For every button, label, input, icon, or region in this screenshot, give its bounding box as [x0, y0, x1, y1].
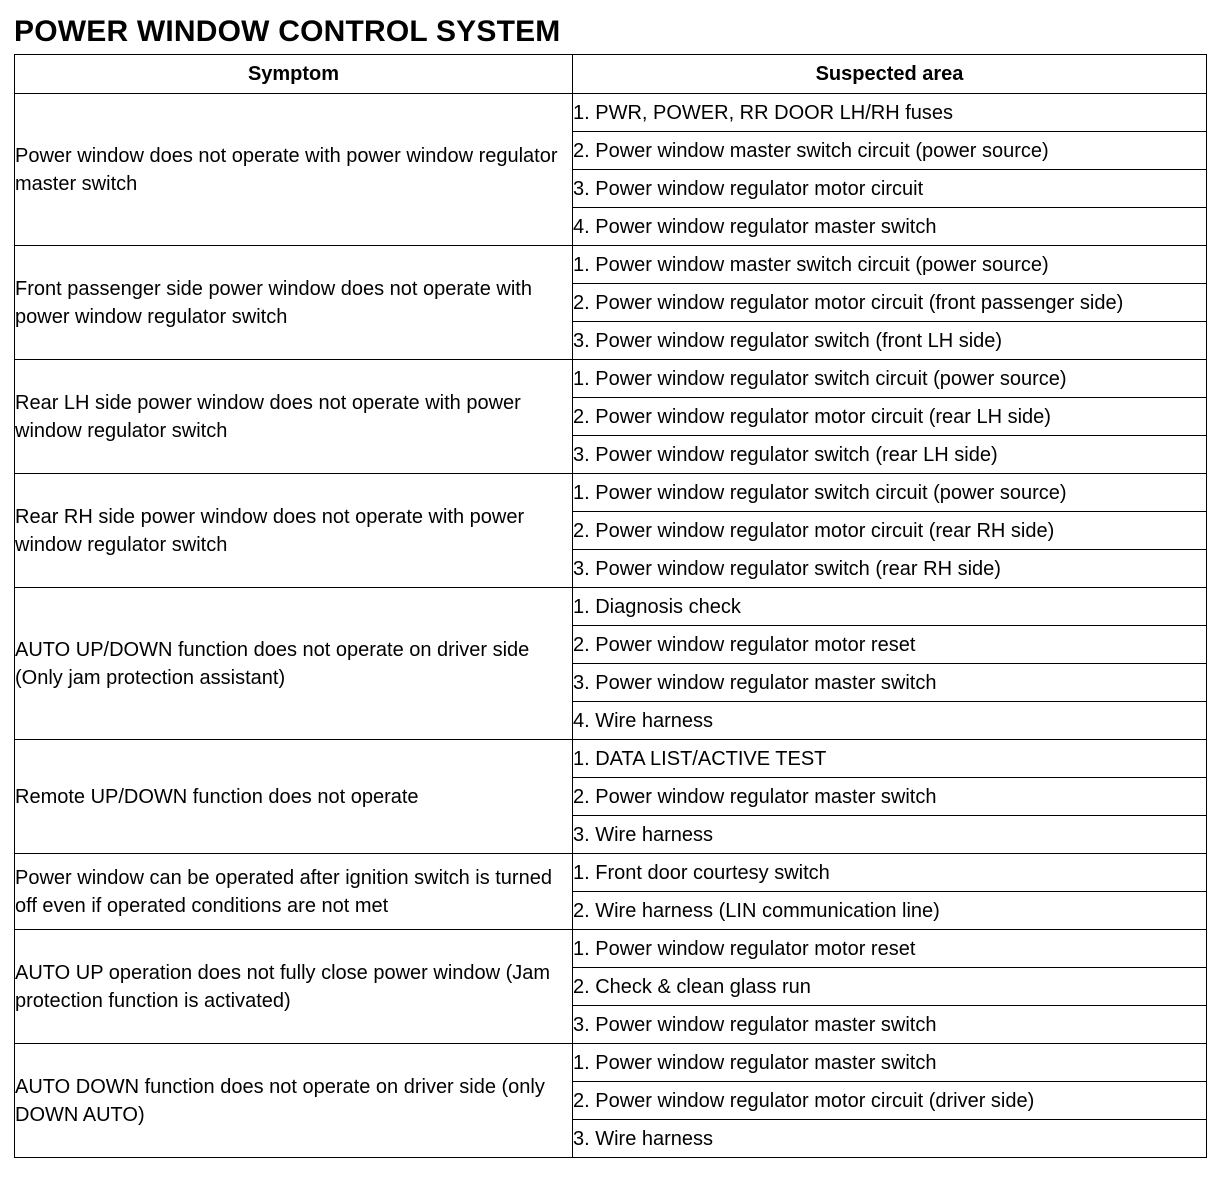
troubleshooting-table — [14, 54, 1207, 1158]
suspected-area-cell: 2. Power window master switch circuit (power source) — [573, 132, 1207, 170]
suspected-area-cell: 1. Power window regulator motor reset — [573, 930, 1207, 968]
suspected-area-column-header: Suspected area — [573, 55, 1207, 94]
suspected-area-cell: 2. Power window regulator motor circuit (front passenger side) — [573, 284, 1207, 322]
suspected-area-cell: 3. Wire harness — [573, 816, 1207, 854]
suspected-area-cell: 1. PWR, POWER, RR DOOR LH/RH fuses — [573, 94, 1207, 132]
suspected-area-cell: 2. Power window regulator master switch — [573, 778, 1207, 816]
page-title: POWER WINDOW CONTROL SYSTEM — [14, 15, 561, 48]
symptom-cell: AUTO DOWN function does not operate on driver side (only DOWN AUTO) — [15, 1044, 573, 1158]
suspected-area-cell: 3. Power window regulator switch (rear LH side) — [573, 436, 1207, 474]
suspected-area-cell: 2. Power window regulator motor circuit (driver side) — [573, 1082, 1207, 1120]
suspected-area-cell: 1. Power window regulator switch circuit (power source) — [573, 474, 1207, 512]
table-row — [15, 930, 1207, 968]
suspected-area-cell: 3. Power window regulator master switch — [573, 664, 1207, 702]
suspected-area-cell: 2. Check & clean glass run — [573, 968, 1207, 1006]
table-row — [15, 246, 1207, 284]
symptom-column-header: Symptom — [15, 55, 573, 94]
suspected-area-cell: 1. Power window regulator master switch — [573, 1044, 1207, 1082]
suspected-area-cell: 3. Power window regulator switch (rear RH side) — [573, 550, 1207, 588]
suspected-area-cell: 2. Power window regulator motor circuit (rear LH side) — [573, 398, 1207, 436]
symptom-cell: AUTO UP/DOWN function does not operate on driver side (Only jam protection assistant) — [15, 588, 573, 740]
table-body — [15, 94, 1207, 1158]
suspected-area-cell: 1. Diagnosis check — [573, 588, 1207, 626]
suspected-area-cell: 2. Power window regulator motor reset — [573, 626, 1207, 664]
suspected-area-cell: 3. Wire harness — [573, 1120, 1207, 1158]
table-row — [15, 360, 1207, 398]
symptom-cell: Remote UP/DOWN function does not operate — [15, 740, 573, 854]
suspected-area-cell: 1. Front door courtesy switch — [573, 854, 1207, 892]
symptom-cell: Rear RH side power window does not operate with power window regulator switch — [15, 474, 573, 588]
suspected-area-cell: 2. Wire harness (LIN communication line) — [573, 892, 1207, 930]
table-row — [15, 474, 1207, 512]
header-row — [15, 55, 1207, 94]
table-row — [15, 1044, 1207, 1082]
table-row — [15, 94, 1207, 132]
suspected-area-cell: 3. Power window regulator master switch — [573, 1006, 1207, 1044]
symptom-cell: Power window does not operate with power window regulator master switch — [15, 94, 573, 246]
suspected-area-cell: 4. Wire harness — [573, 702, 1207, 740]
symptom-cell: Power window can be operated after ignition switch is turned off even if operated conditions are not met — [15, 854, 573, 930]
suspected-area-cell: 1. Power window master switch circuit (power source) — [573, 246, 1207, 284]
suspected-area-cell: 1. DATA LIST/ACTIVE TEST — [573, 740, 1207, 778]
symptom-cell: Front passenger side power window does not operate with power window regulator switch — [15, 246, 573, 360]
suspected-area-cell: 3. Power window regulator motor circuit — [573, 170, 1207, 208]
suspected-area-cell: 2. Power window regulator motor circuit (rear RH side) — [573, 512, 1207, 550]
suspected-area-cell: 3. Power window regulator switch (front LH side) — [573, 322, 1207, 360]
suspected-area-cell: 4. Power window regulator master switch — [573, 208, 1207, 246]
suspected-area-cell: 1. Power window regulator switch circuit (power source) — [573, 360, 1207, 398]
symptom-cell: AUTO UP operation does not fully close power window (Jam protection function is activated) — [15, 930, 573, 1044]
table-row — [15, 740, 1207, 778]
table-row — [15, 854, 1207, 892]
symptom-cell: Rear LH side power window does not operate with power window regulator switch — [15, 360, 573, 474]
table-row — [15, 588, 1207, 626]
